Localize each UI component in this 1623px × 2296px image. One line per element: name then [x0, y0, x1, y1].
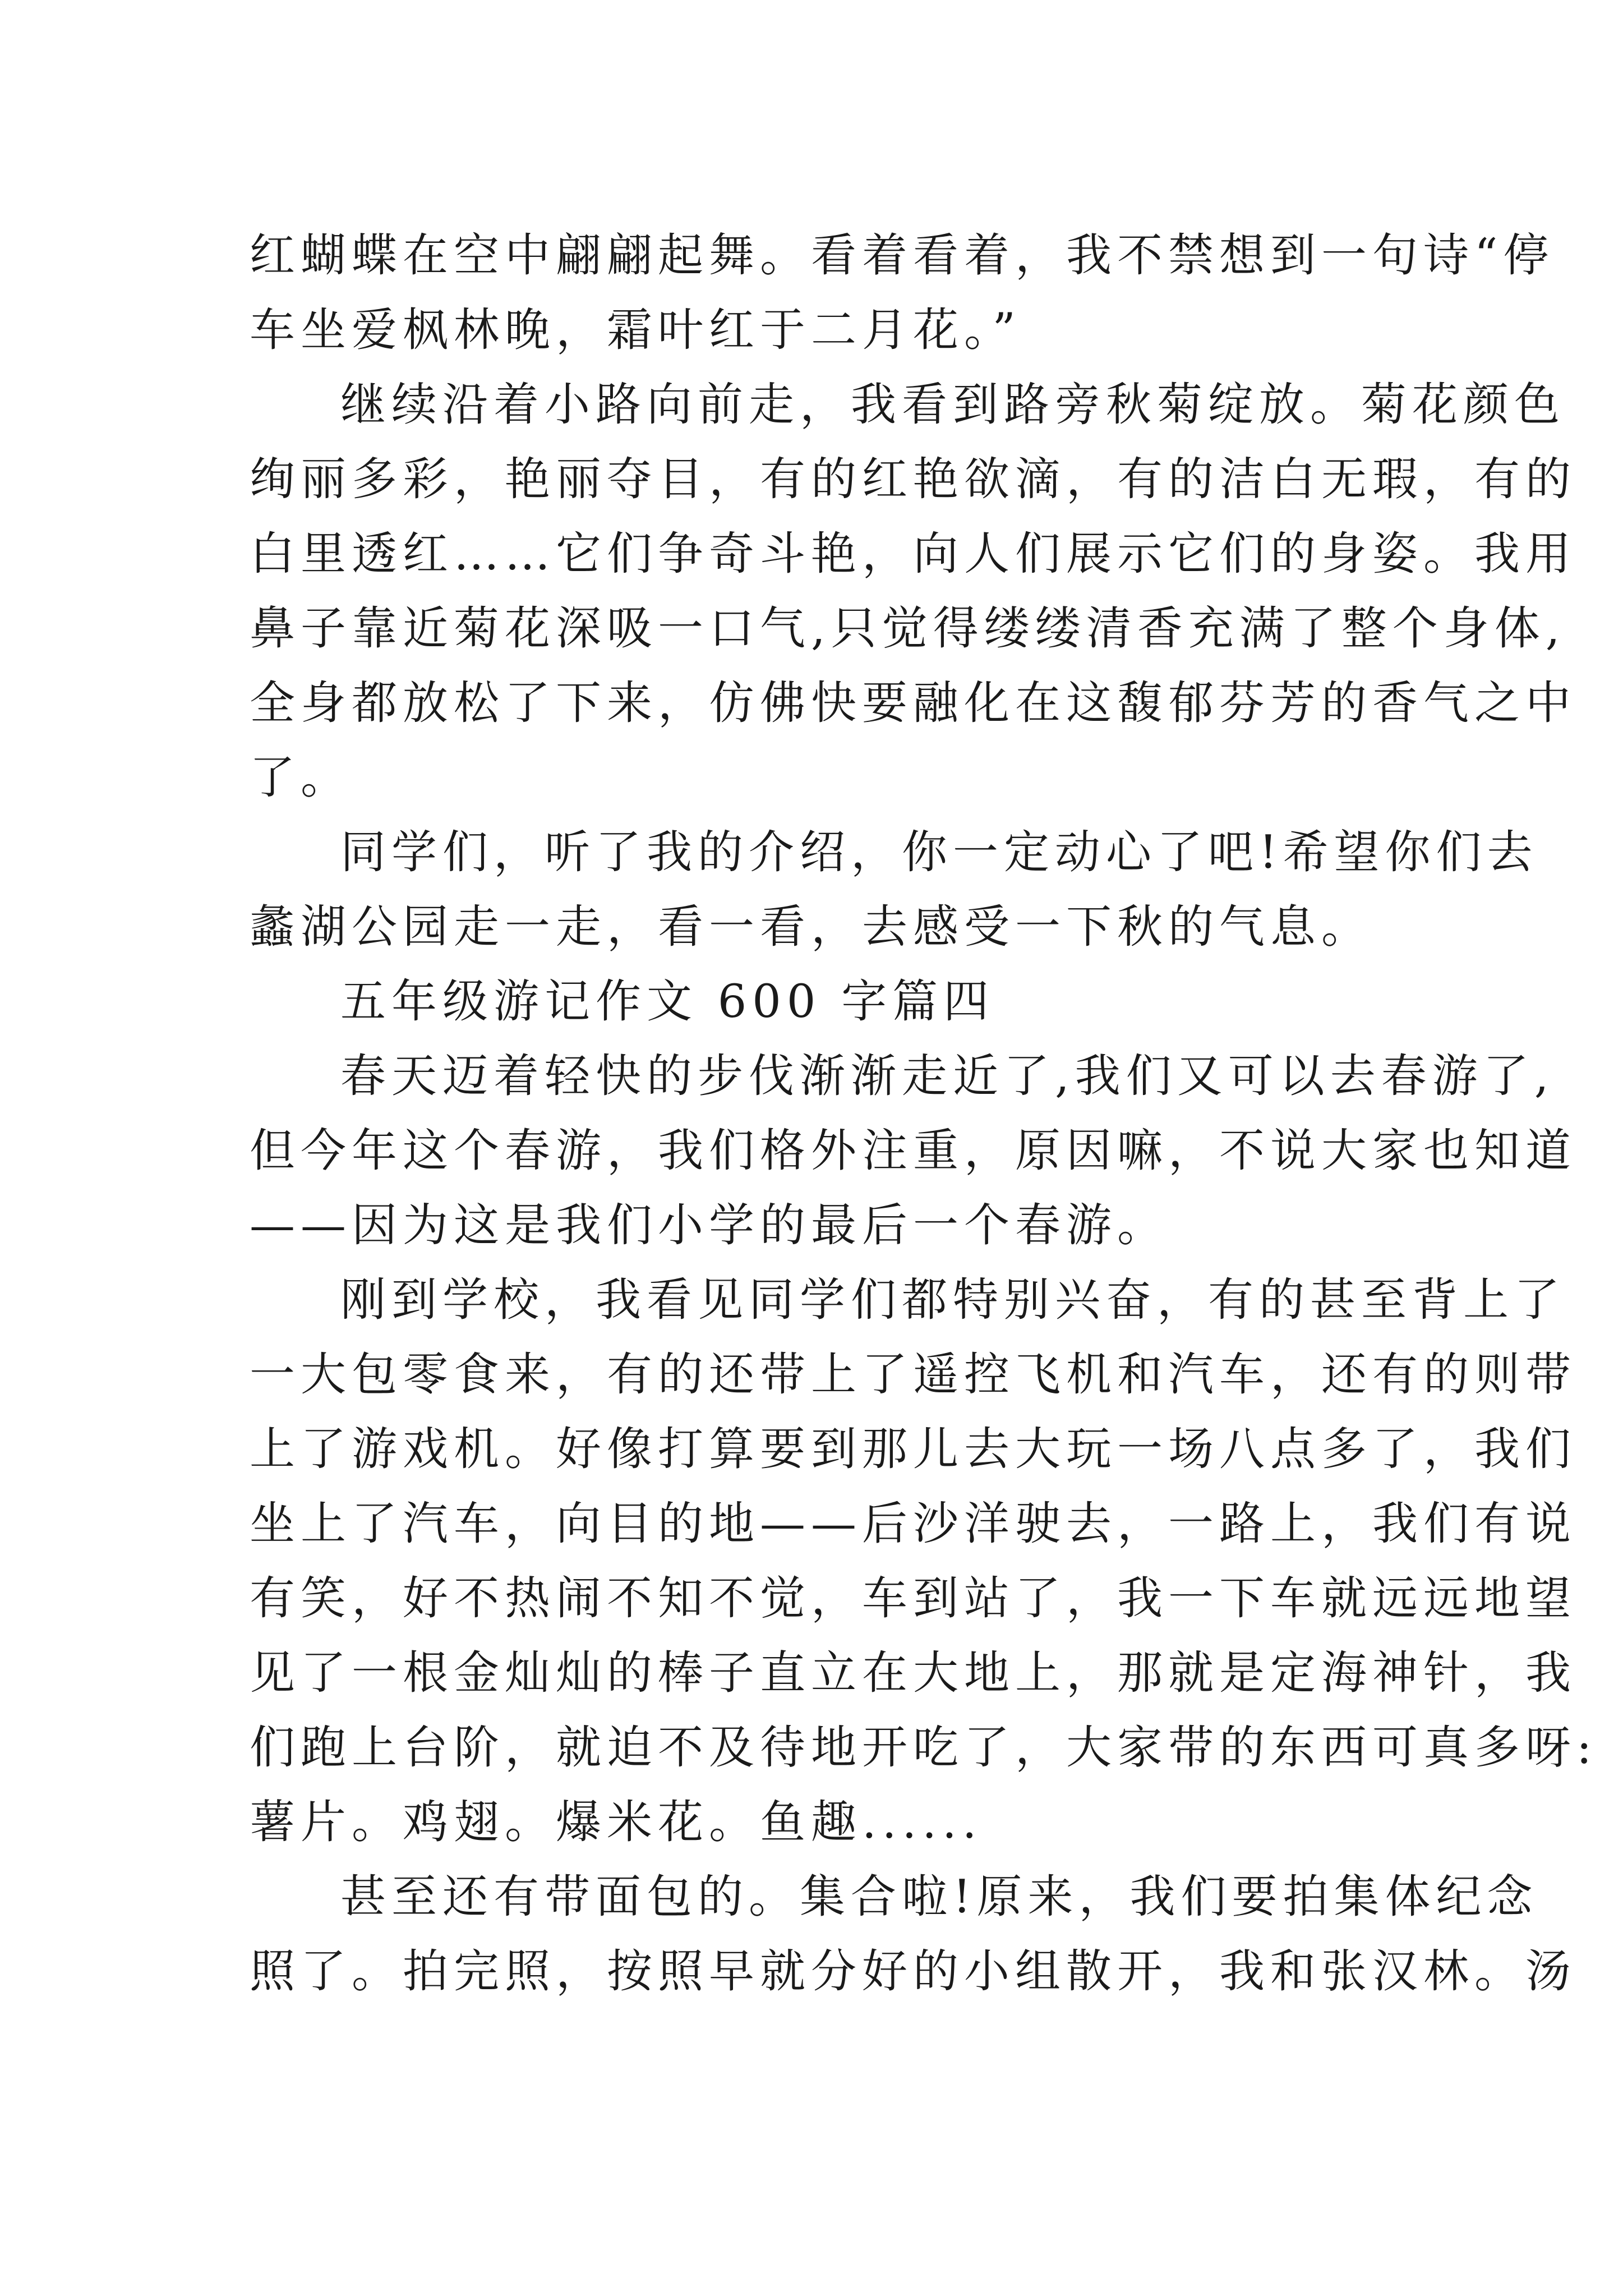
- paragraph-start-line: 刚到学校，我看见同学们都特别兴奋，有的甚至背上了: [340, 1274, 1566, 1327]
- paragraph-start-line: 春天迈着轻快的步伐渐渐走近了,我们又可以去春游了,: [340, 1050, 1555, 1103]
- paragraph-start-line: 同学们，听了我的介绍，你一定动心了吧!希望你们去: [340, 826, 1538, 879]
- text-line: 蠡湖公园走一走，看一看，去感受一下秋的气息。: [250, 901, 1373, 954]
- paragraph-start-line: 继续沿着小路向前走，我看到路旁秋菊绽放。菊花颜色: [340, 379, 1566, 431]
- text-line: 们跑上台阶，就迫不及待地开吃了，大家带的东西可真多呀:: [250, 1722, 1598, 1774]
- text-line: 薯片。鸡翅。爆米花。鱼趣......: [250, 1796, 983, 1849]
- text-line: 坐上了汽车，向目的地——后沙洋驶去，一路上，我们有说: [250, 1498, 1577, 1550]
- text-line: 鼻子靠近菊花深吸一口气,只觉得缕缕清香充满了整个身体,: [250, 602, 1566, 655]
- text-line: 但今年这个春游，我们格外注重，原因嘛，不说大家也知道: [250, 1125, 1577, 1177]
- text-line: 红蝴蝶在空中翩翩起舞。看着看着，我不禁想到一句诗“停: [250, 229, 1555, 282]
- text-line: 了。: [250, 752, 352, 804]
- text-line: 有笑，好不热闹不知不觉，车到站了，我一下车就远远地望: [250, 1572, 1577, 1625]
- section-heading: 五年级游记作文 600 字篇四: [340, 976, 995, 1028]
- text-line: ——因为这是我们小学的最后一个春游。: [250, 1199, 1169, 1252]
- text-line: 绚丽多彩，艳丽夺目，有的红艳欲滴，有的洁白无瑕，有的: [250, 453, 1577, 506]
- text-line: 车坐爱枫林晚，霜叶红于二月花。”: [250, 304, 1021, 357]
- text-line: 白里透红……它们争奇斗艳，向人们展示它们的身姿。我用: [250, 528, 1577, 581]
- text-line: 照了。拍完照，按照早就分好的小组散开，我和张汉林。汤: [250, 1945, 1577, 1998]
- paragraph-start-line: 甚至还有带面包的。集合啦!原来，我们要拍集体纪念: [340, 1871, 1538, 1924]
- document-body: [250, 219, 1598, 2009]
- text-line: 上了游戏机。好像打算要到那儿去大玩一场八点多了，我们: [250, 1423, 1577, 1476]
- text-line: 见了一根金灿灿的棒子直立在大地上，那就是定海神针，我: [250, 1647, 1577, 1700]
- text-line: 一大包零食来，有的还带上了遥控飞机和汽车，还有的则带: [250, 1349, 1577, 1401]
- text-line: 全身都放松了下来，仿佛快要融化在这馥郁芬芳的香气之中: [250, 677, 1577, 730]
